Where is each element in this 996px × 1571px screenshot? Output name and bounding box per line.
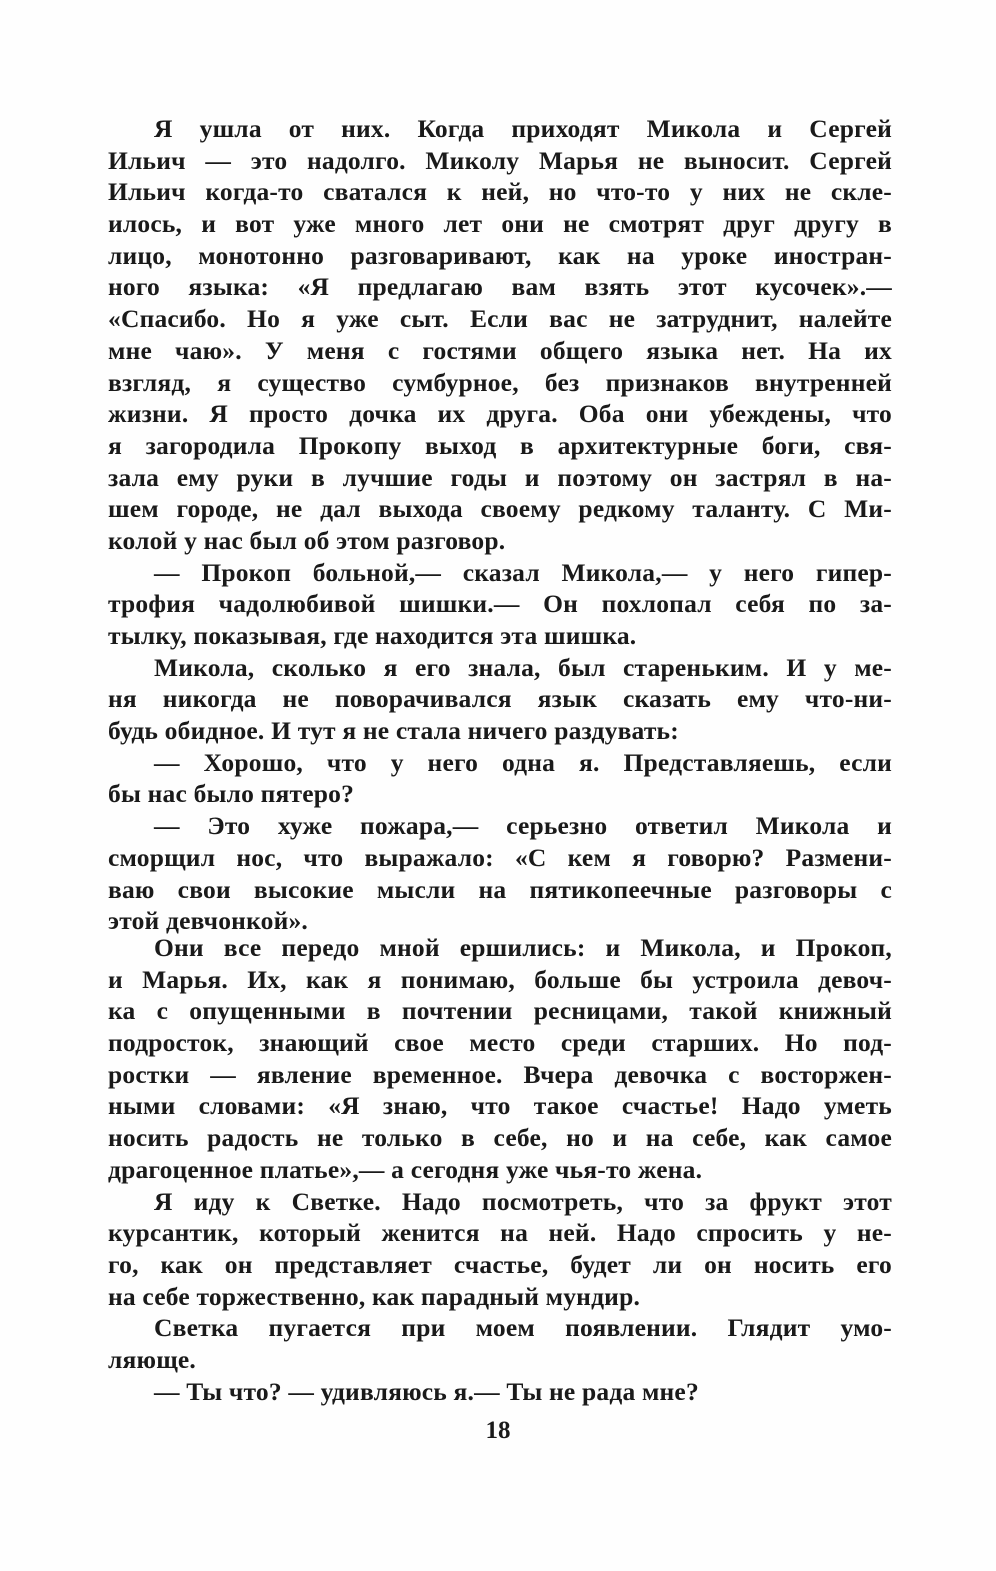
text-line: мне чаю». У меня с гостями общего языка нет. На их — [108, 335, 892, 365]
text-line: шем городе, не дал выхода своему редкому таланту. С Ми- — [108, 494, 892, 524]
text-line: на себе торжественно, как парадный мундир. — [108, 1281, 641, 1311]
text-line: я загородила Прокопу выход в архитектурные боги, свя- — [108, 430, 892, 460]
text-line: лицо, монотонно разговаривают, как на уроке иностран- — [108, 240, 892, 270]
text-line: Ильич — это надолго. Миколу Марья не выносит. Сергей — [108, 145, 892, 175]
text-line: Я иду к Светке. Надо посмотреть, что за фрукт этот — [154, 1186, 892, 1216]
text-line: ными словами: «Я знаю, что такое счастье! Надо уметь — [108, 1091, 892, 1121]
text-line: курсантик, который женится на ней. Надо спросить у не- — [108, 1218, 892, 1248]
text-line: ня никогда не поворачивался язык сказать ему что-ни- — [108, 684, 892, 714]
text-line: Светка пугается при моем появлении. Глядит умо- — [154, 1313, 892, 1343]
text-line: будь обидное. И тут я не стала ничего раздувать: — [108, 716, 679, 746]
text-section-2 — [108, 932, 892, 1407]
page-number: 18 — [485, 1417, 511, 1444]
text-line: — Ты что? — удивляюсь я.— Ты не рада мне? — [154, 1376, 699, 1406]
text-line: ляюще. — [108, 1344, 197, 1374]
text-line: ка с опущенными в почтении ресницами, такой книжный — [108, 996, 892, 1026]
text-line: тылку, показывая, где находится эта шишка. — [108, 621, 637, 650]
text-line: носить радость не только в себе, но и на себе, как самое — [108, 1123, 892, 1153]
text-line: ваю свои высокие мысли на пятикопеечные разговоры с — [108, 874, 892, 904]
text-line: Ильич когда-то сватался к ней, но что-то у них не скле- — [108, 177, 892, 207]
text-line: «Спасибо. Но я уже сыт. Если вас не затруднит, налейте — [108, 304, 892, 334]
text-line: трофия чадолюбивой шишки.— Он похлопал себя по за- — [108, 589, 892, 619]
text-line: Микола, сколько я его знала, был стареньким. И у ме- — [154, 652, 892, 682]
text-line: зала ему руки в лучшие годы и поэтому он застрял в на- — [108, 462, 892, 492]
text-line: илось, и вот уже много лет они не смотрят друг другу в — [108, 209, 892, 239]
text-line: этой девчонкой». — [108, 906, 308, 936]
text-line: — Хорошо, что у него одна я. Представляешь, если — [154, 747, 892, 777]
text-line: го, как он представляет счастье, будет ли он носить его — [108, 1249, 892, 1279]
text-line: бы нас было пятеро? — [108, 779, 355, 809]
text-line: Они все передо мной ершились: и Микола, и Прокоп, — [154, 933, 892, 962]
text-line: ного языка: «Я предлагаю вам взять этот кусочек».— — [108, 272, 892, 302]
text-line: взгляд, я существо сумбурное, без признаков внутренней — [108, 367, 892, 397]
text-line: колой у нас был об этом разговор. — [108, 525, 506, 555]
text-line: ростки — явление временное. Вчера девочка с восторжен- — [108, 1059, 892, 1089]
text-line: и Марья. Их, как я понимаю, больше бы устроила девоч- — [108, 964, 892, 994]
text-line: жизни. Я просто дочка их друга. Оба они убеждены, что — [108, 399, 892, 429]
text-line: сморщил нос, что выражало: «С кем я говорю? Размени- — [108, 842, 892, 872]
text-line: — Прокоп больной,— сказал Микола,— у него гипер- — [154, 557, 892, 587]
text-line: Я ушла от них. Когда приходят Микола и Сергей — [154, 114, 892, 143]
text-line: подросток, знающий свое место среди старших. Но под- — [108, 1028, 892, 1058]
text-line: драгоценное платье»,— а сегодня уже чья-то жена. — [108, 1154, 703, 1184]
text-line: — Это хуже пожара,— серьезно ответил Микола и — [154, 811, 892, 841]
text-section-1 — [108, 113, 892, 937]
